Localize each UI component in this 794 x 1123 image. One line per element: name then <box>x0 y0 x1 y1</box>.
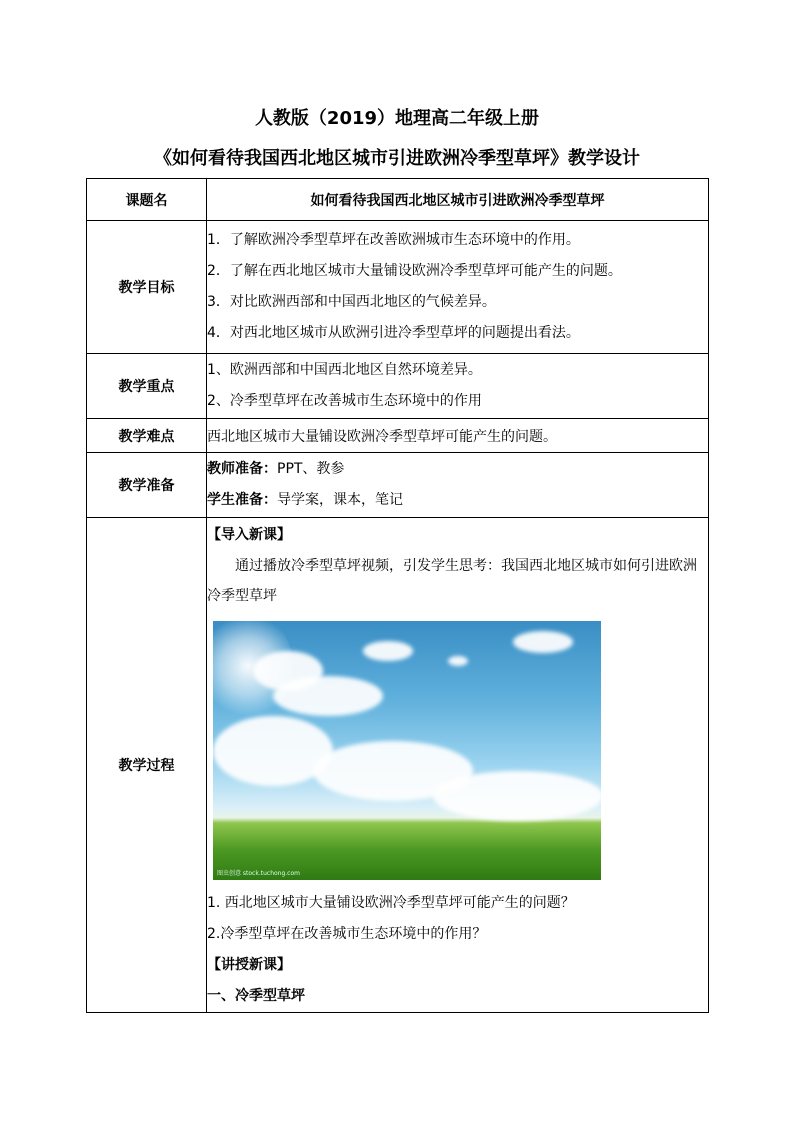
table-row <box>87 179 709 221</box>
lesson-plan-table <box>86 178 709 1013</box>
focus-label: 教学重点 <box>87 354 207 419</box>
topic-value: 如何看待我国西北地区城市引进欧洲冷季型草坪 <box>207 179 709 221</box>
student-prep <box>207 485 708 516</box>
difficulty-label: 教学难点 <box>87 419 207 453</box>
focus-item: 2、冷季型草坪在改善城市生态环境中的作用 <box>207 393 482 409</box>
table-row <box>87 453 709 518</box>
student-prep-key: 学生准备： <box>207 492 277 508</box>
cloud <box>363 641 413 661</box>
image-watermark: 图虫创意 stock.tuchong.com <box>217 870 300 877</box>
cloud <box>273 676 383 716</box>
intro-text: 通过播放冷季型草坪视频，引发学生思考：我国西北地区城市如何引进欧洲冷季型草坪 <box>207 558 697 604</box>
difficulty-value: 西北地区城市大量铺设欧洲冷季型草坪可能产生的问题。 <box>207 419 709 453</box>
teacher-prep <box>207 454 708 485</box>
process-cell <box>207 518 709 1013</box>
goals-label: 教学目标 <box>87 221 207 354</box>
goal-item: 1．了解欧洲冷季型草坪在改善欧洲城市生态环境中的作用。 <box>207 232 580 248</box>
table-row <box>87 419 709 453</box>
intro-heading: 【导入新课】 <box>207 527 291 543</box>
document-subtitle: 《如何看待我国西北地区城市引进欧洲冷季型草坪》教学设计 <box>154 148 640 169</box>
goals-cell <box>207 221 709 354</box>
document-title: 人教版（2019）地理高二年级上册 <box>254 108 540 129</box>
table-row <box>87 354 709 419</box>
prep-label: 教学准备 <box>87 453 207 518</box>
grassland-sky-image <box>213 621 601 880</box>
student-prep-value: 导学案，课本，笔记 <box>277 492 403 508</box>
question-2: 2.冷季型草坪在改善城市生态环境中的作用？ <box>207 926 487 942</box>
goal-item: 4．对西北地区城市从欧洲引进冷季型草坪的问题提出看法。 <box>207 325 580 341</box>
section-heading: 一、冷季型草坪 <box>207 988 305 1004</box>
cloud <box>513 631 573 653</box>
topic-label: 课题名 <box>87 179 207 221</box>
goal-item: 2．了解在西北地区城市大量铺设欧洲冷季型草坪可能产生的问题。 <box>207 263 622 279</box>
teacher-prep-key: 教师准备： <box>207 461 277 477</box>
cloud <box>433 771 601 821</box>
teacher-prep-value: PPT、教参 <box>277 461 345 477</box>
focus-item: 1、欧洲西部和中国西北地区自然环境差异。 <box>207 362 482 378</box>
goal-item: 3．对比欧洲西部和中国西北地区的气候差异。 <box>207 294 496 310</box>
process-label: 教学过程 <box>87 518 207 1013</box>
prep-cell <box>207 453 709 518</box>
cloud <box>448 656 468 666</box>
table-row <box>87 518 709 1013</box>
focus-cell <box>207 354 709 419</box>
table-row <box>87 221 709 354</box>
lecture-heading: 【讲授新课】 <box>207 957 291 973</box>
question-1: 1. 西北地区城市大量铺设欧洲冷季型草坪可能产生的问题？ <box>207 895 575 911</box>
